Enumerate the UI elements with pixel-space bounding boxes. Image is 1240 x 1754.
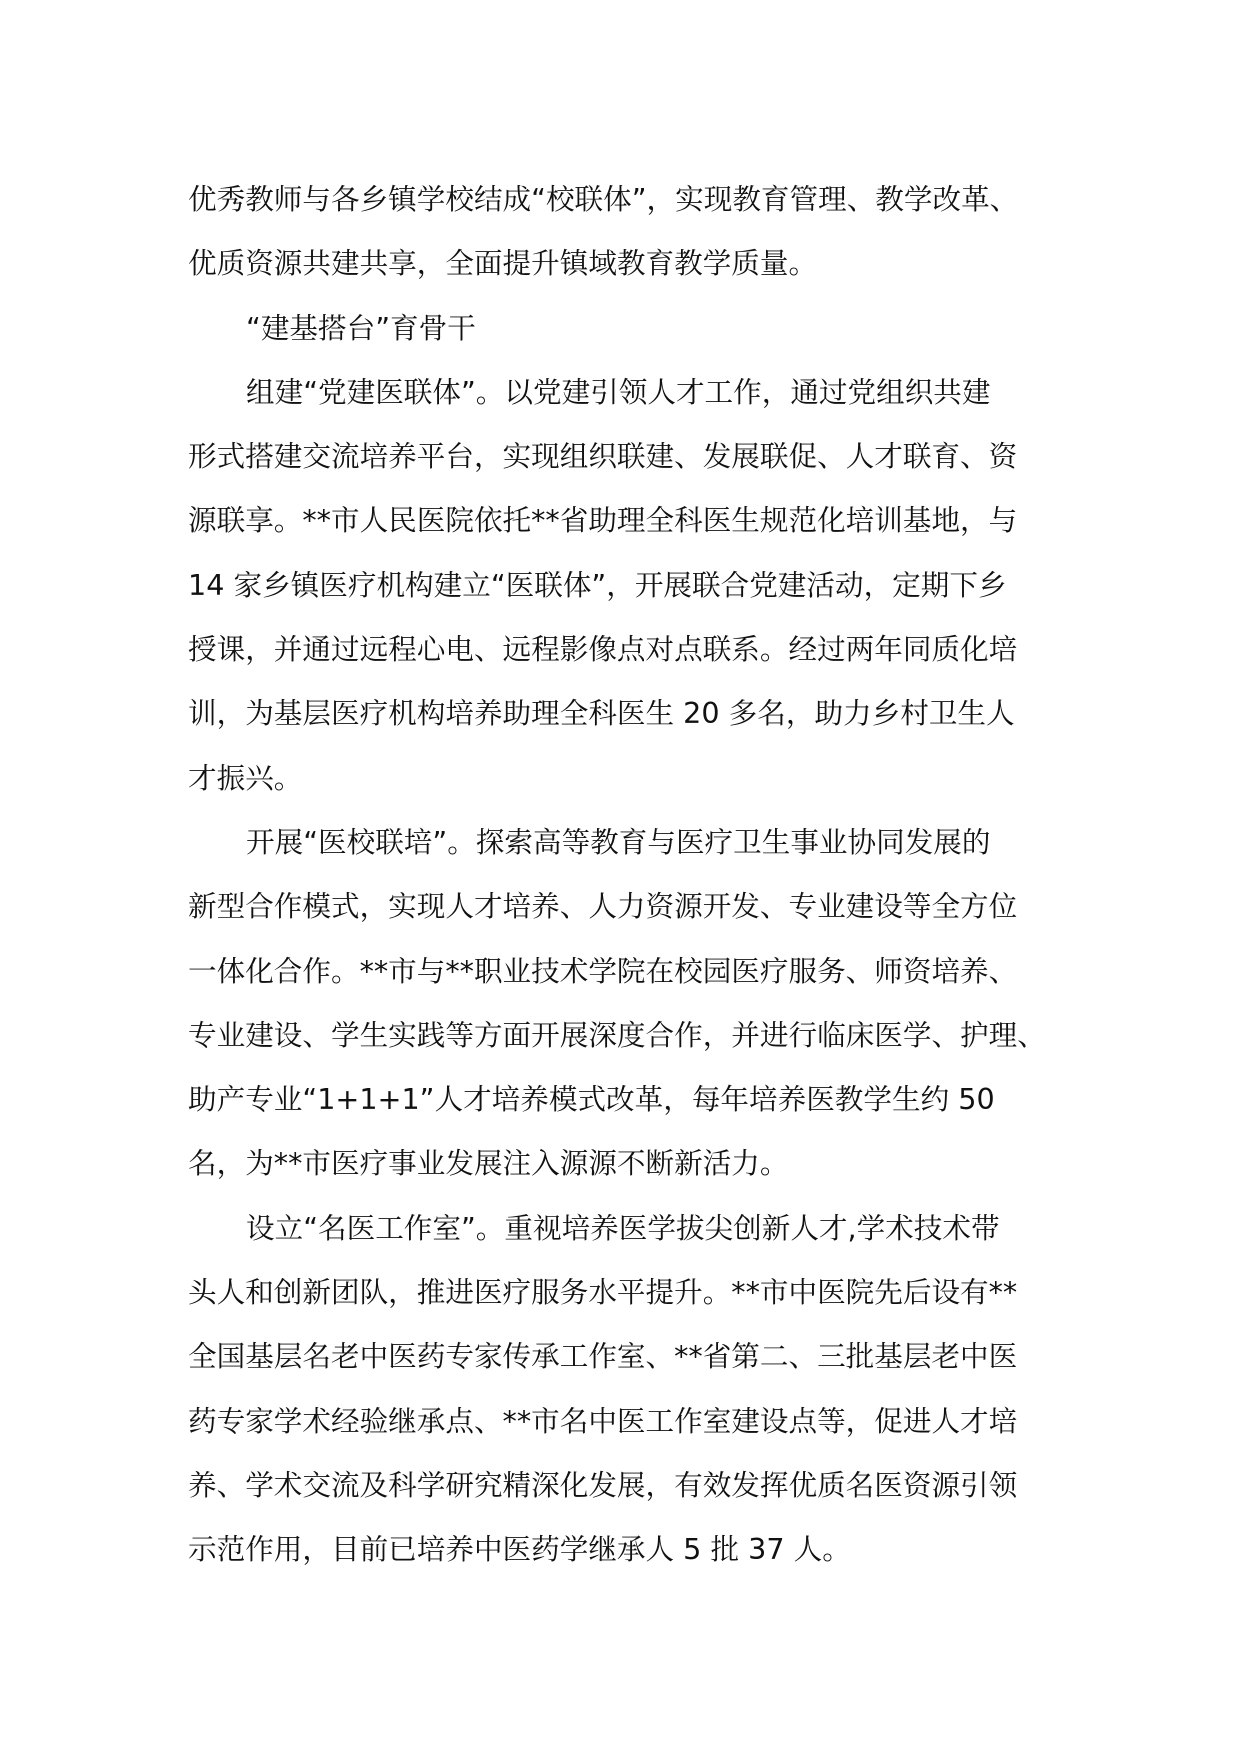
text-line: 头人和创新团队，推进医疗服务水平提升。**市中医院先后设有** (188, 1275, 1018, 1310)
text-line: 助产专业“1+1+1”人才培养模式改革，每年培养医教学生约 50 (188, 1082, 995, 1117)
text-line: 示范作用，目前已培养中医药学继承人 5 批 37 人。 (188, 1532, 851, 1567)
document-body (188, 167, 1068, 1582)
paragraph-hospital-school-training (188, 810, 1068, 1196)
text-line: 训，为基层医疗机构培养助理全科医生 20 多名，助力乡村卫生人 (188, 696, 1015, 731)
section-heading-text: “建基搭台”育骨干 (246, 310, 476, 345)
text-line: 14 家乡镇医疗机构建立“医联体”，开展联合党建活动，定期下乡 (188, 567, 1007, 602)
text-line: 优秀教师与各乡镇学校结成“校联体”，实现教育管理、教学改革、 (188, 182, 1019, 216)
text-line: 养、学术交流及科学研究精深化发展，有效发挥优质名医资源引领 (188, 1467, 1018, 1502)
text-line: 组建“党建医联体”。以党建引领人才工作，通过党组织共建 (246, 374, 991, 409)
paragraph-intro-continuation (188, 167, 1068, 296)
text-line: 名，为**市医疗事业发展注入源源不断新活力。 (188, 1146, 789, 1181)
text-line: 形式搭建交流培养平台，实现组织联建、发展联促、人才联育、资 (188, 439, 1018, 474)
text-line: 授课，并通过远程心电、远程影像点对点联系。经过两年同质化培 (188, 632, 1018, 667)
section-heading (188, 296, 1068, 360)
text-line: 才振兴。 (188, 760, 303, 795)
paragraph-party-medical-alliance (188, 360, 1068, 810)
text-line: 专业建设、学生实践等方面开展深度合作，并进行临床医学、护理、 (188, 1017, 1046, 1052)
text-line: 开展“医校联培”。探索高等教育与医疗卫生事业协同发展的 (246, 824, 991, 859)
text-line: 一体化合作。**市与**职业技术学院在校园医疗服务、师资培养、 (188, 953, 1018, 988)
paragraph-famous-doctor-studio (188, 1196, 1068, 1582)
text-line: 全国基层名老中医药专家传承工作室、**省第二、三批基层老中医 (188, 1339, 1018, 1374)
text-line: 优质资源共建共享，全面提升镇域教育教学质量。 (188, 246, 818, 281)
text-line: 药专家学术经验继承点、**市名中医工作室建设点等，促进人才培 (188, 1403, 1018, 1438)
text-line: 新型合作模式，实现人才培养、人力资源开发、专业建设等全方位 (188, 889, 1018, 924)
text-line: 设立“名医工作室”。重视培养医学拔尖创新人才,学术技术带 (246, 1210, 1000, 1245)
text-line: 源联享。**市人民医院依托**省助理全科医生规范化培训基地，与 (188, 503, 1018, 538)
